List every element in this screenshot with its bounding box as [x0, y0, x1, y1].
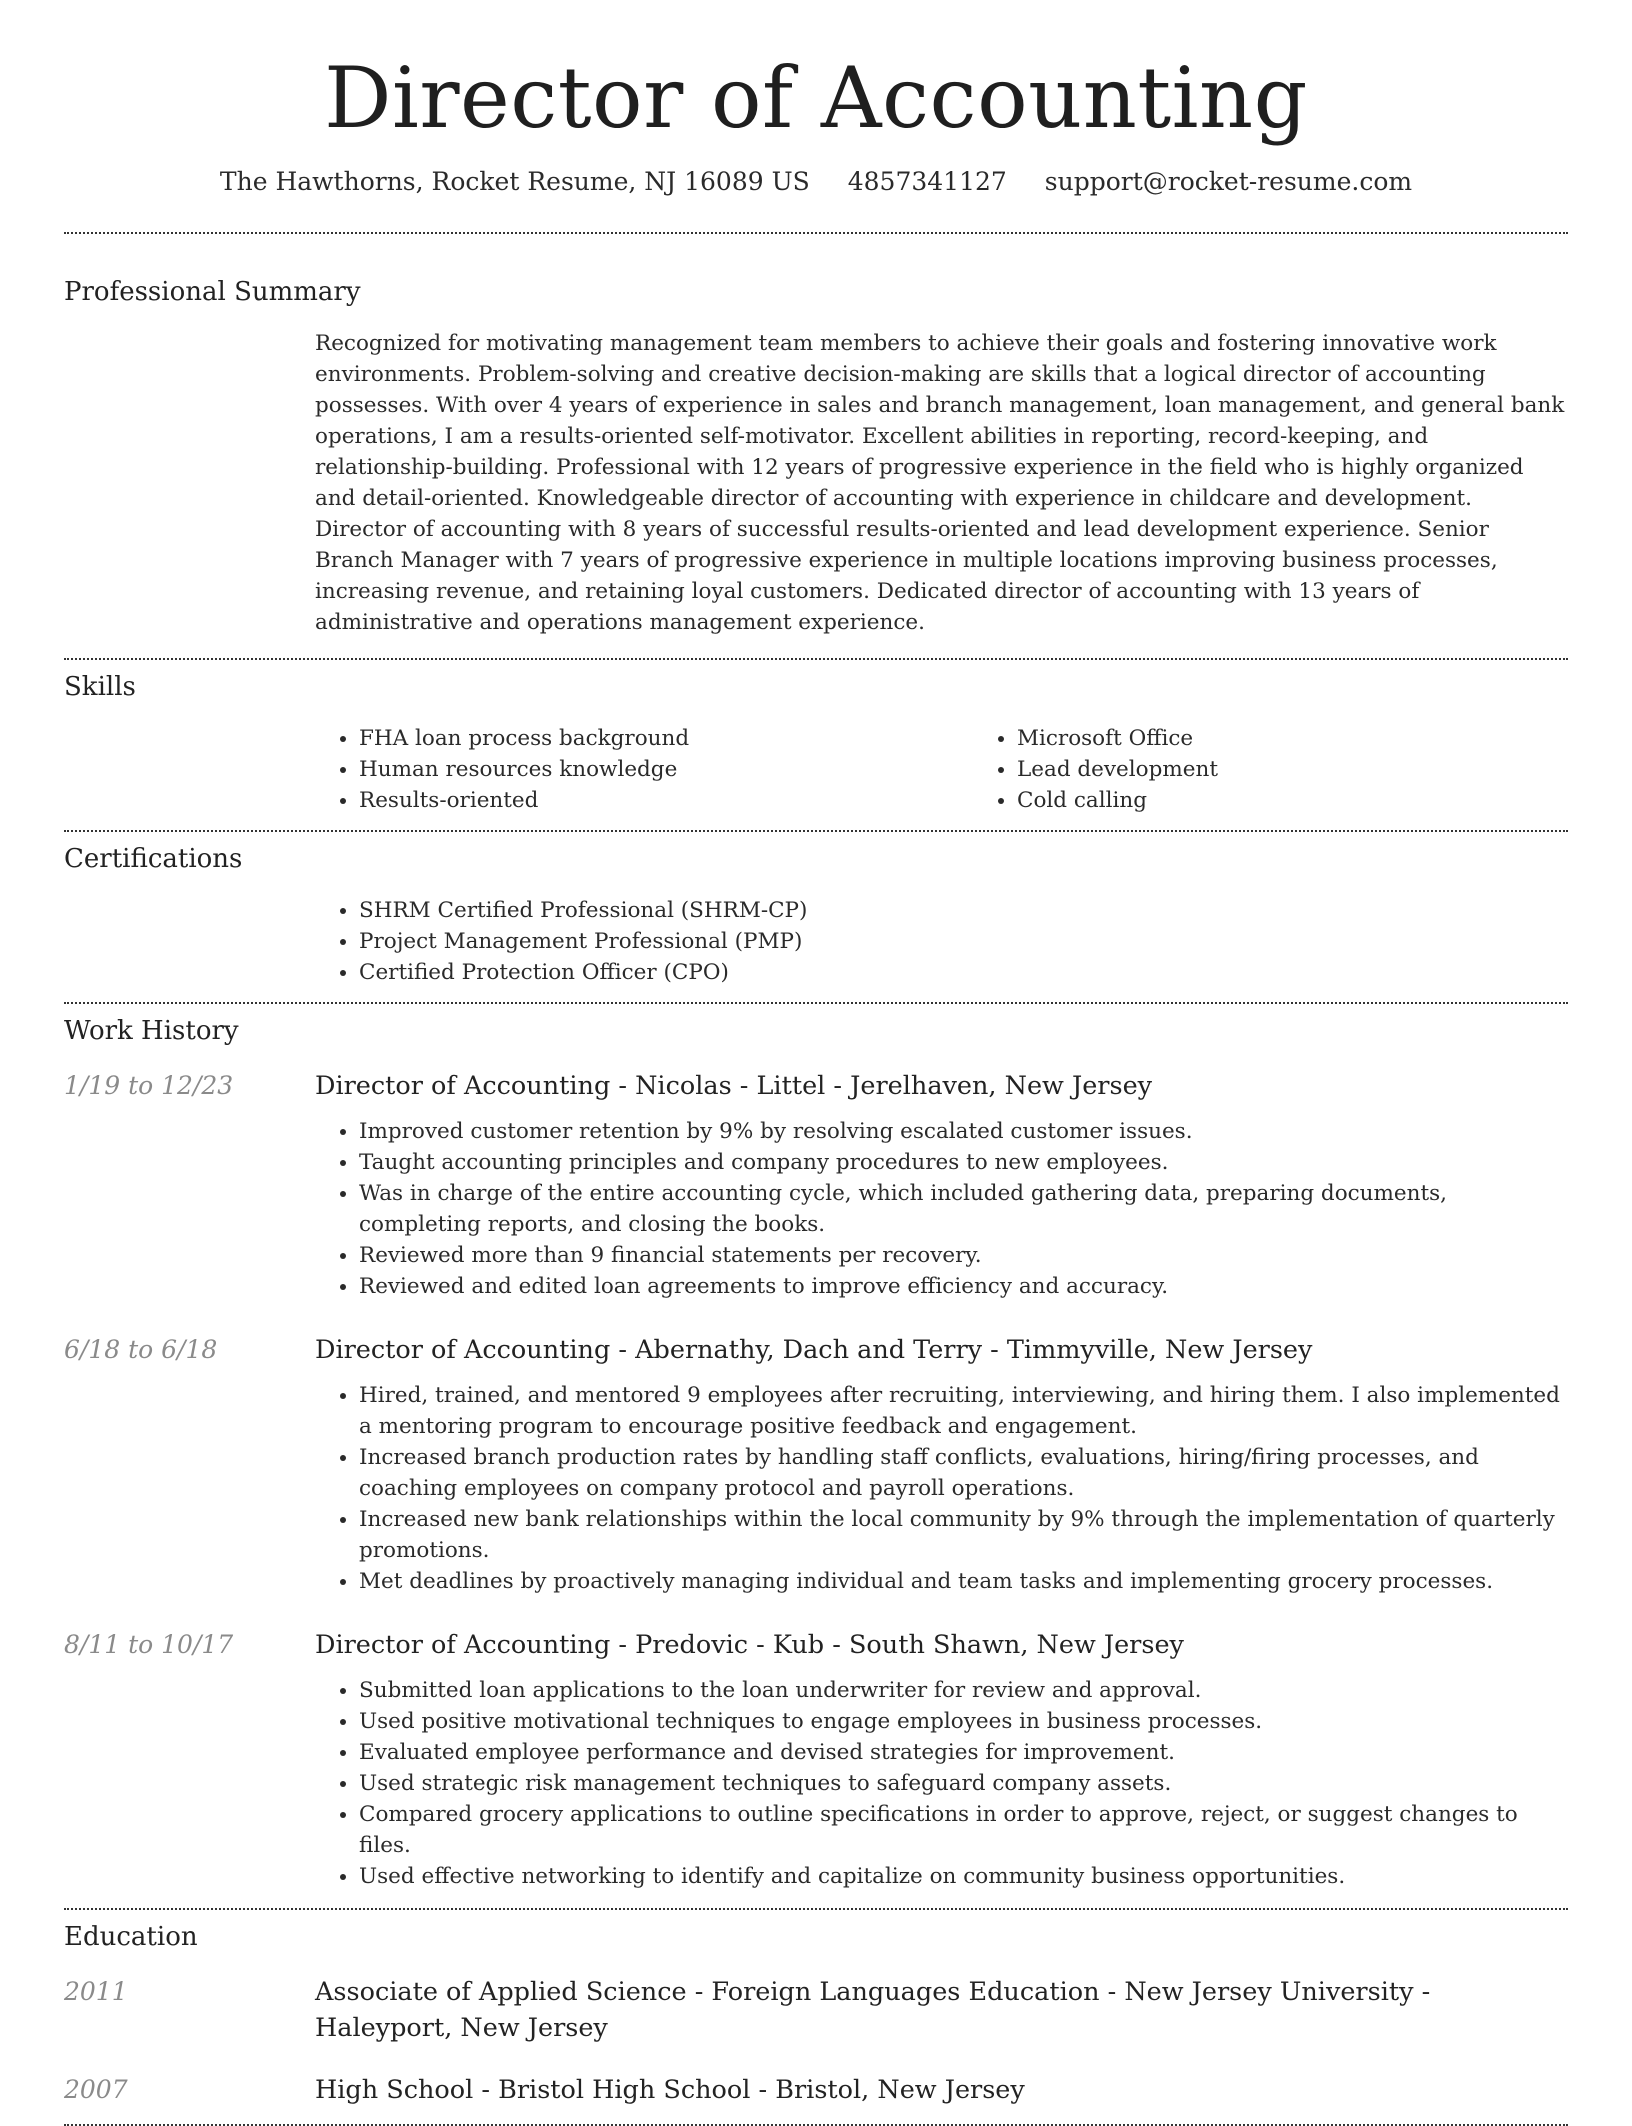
list-item: • Microsoft Office: [1017, 723, 1631, 754]
education-degree: Associate of Applied Science: [315, 1976, 687, 2007]
list-item: • Met deadlines by proactively managing individual and team tasks and implementing grocery processes.: [359, 1566, 1568, 1597]
list-item: • Hired, trained, and mentored 9 employees after recruiting, interviewing, and hiring them. I also implemented a mentoring program to encourage positive feedback and engagement.: [359, 1380, 1568, 1442]
list-item: • Increased new bank relationships within the local community by 9% through the implementation of quarterly promotions.: [359, 1504, 1568, 1566]
job-position: Director of Accounting: [315, 1334, 611, 1365]
job-entry: [64, 1068, 1568, 1302]
job-position: Director of Accounting: [315, 1629, 611, 1660]
list-item: • Project Management Professional (PMP): [359, 926, 1568, 957]
certifications-list: [64, 895, 1568, 988]
list-item: • Reviewed and edited loan agreements to improve efficiency and accuracy.: [359, 1271, 1568, 1302]
education-field: - Foreign Languages Education: [686, 1976, 1100, 2007]
divider: [64, 658, 1568, 660]
job-employer: - Nicolas - Littel - Jerelhaven, New Jersey: [610, 1070, 1153, 1101]
education-year: 2007: [64, 2074, 128, 2104]
list-item: • Lead development: [1017, 754, 1631, 785]
job-date: 1/19 to 12/23: [64, 1070, 234, 1100]
job-employer: - Predovic - Kub - South Shawn, New Jersey: [610, 1629, 1184, 1660]
section-title-skills: Skills: [64, 671, 136, 702]
list-item: • Certified Protection Officer (CPO): [359, 957, 1568, 988]
education-title: [315, 2072, 1568, 2108]
list-item: • FHA loan process background: [359, 723, 973, 754]
divider: [64, 1908, 1568, 1910]
job-title: [315, 1332, 1568, 1368]
job-bullets: [315, 1380, 1568, 1597]
section-title-education: Education: [64, 1921, 198, 1952]
list-item: • Increased branch production rates by handling staff conflicts, evaluations, hiring/firing processes, and coaching employees on company protocol and payroll operations.: [359, 1442, 1568, 1504]
job-bullets: [315, 1675, 1568, 1892]
summary-text: Recognized for motivating management team members to achieve their goals and fostering innovative work environments. Problem-solving and creative decision-making are skills that a logical director of accounting possesses. With over 4 years of experience in sales and branch management, loan management, and general bank operations, I am a results-oriented self-motivator. Excellent abilities in reporting, record-keeping, and relationship-building. Professional with 12 years of progressive experience in the field who is highly organized and detail-oriented. Knowledgeable director of accounting with experience in childcare and development. Director of accounting with 8 years of successful results-oriented and lead development experience. Senior Branch Manager with 7 years of progressive experience in multiple locations improving business processes, increasing revenue, and retaining loyal customers. Dedicated director of accounting with 13 years of administrative and operations management experience.: [315, 330, 1565, 635]
list-item: • Was in charge of the entire accounting cycle, which included gathering data, preparing documents, completing reports, and closing the books.: [359, 1178, 1568, 1240]
list-item: • Used strategic risk management techniques to safeguard company assets.: [359, 1768, 1568, 1799]
skills-column-left: [315, 723, 973, 816]
list-item: • Human resources knowledge: [359, 754, 973, 785]
list-item: • Results-oriented: [359, 785, 973, 816]
list-item: • Taught accounting principles and company procedures to new employees.: [359, 1147, 1568, 1178]
job-employer: - Abernathy, Dach and Terry - Timmyville, New Jersey: [610, 1334, 1313, 1365]
list-item: • Reviewed more than 9 financial statements per recovery.: [359, 1240, 1568, 1271]
education-title: [315, 1974, 1568, 2046]
education-school: - New Jersey University - Haleyport, New Jersey: [315, 1976, 1431, 2043]
job-entry: [64, 1332, 1568, 1597]
job-bullets: [315, 1116, 1568, 1302]
list-item: • Used positive motivational techniques to engage employees in business processes.: [359, 1706, 1568, 1737]
education-entry: [64, 2072, 1568, 2108]
job-title: [315, 1068, 1568, 1104]
skills-column-right: [973, 723, 1631, 816]
contact-address: The Hawthorns, Rocket Resume, NJ 16089 US: [219, 166, 810, 196]
education-degree: High School: [315, 2074, 474, 2105]
contact-email: support@rocket-resume.com: [1044, 166, 1413, 196]
divider: [64, 830, 1568, 832]
contact-line: [64, 167, 1568, 196]
resume-name: Director of Accounting: [324, 49, 1308, 147]
job-date: 8/11 to 10/17: [64, 1629, 234, 1659]
list-item: • Evaluated employee performance and devised strategies for improvement.: [359, 1737, 1568, 1768]
section-title-work-history: Work History: [64, 1015, 239, 1046]
list-item: • SHRM Certified Professional (SHRM-CP): [359, 895, 1568, 926]
job-position: Director of Accounting: [315, 1070, 611, 1101]
list-item: • Used effective networking to identify and capitalize on community business opportunities.: [359, 1861, 1568, 1892]
divider: [64, 1002, 1568, 1004]
job-title: [315, 1627, 1568, 1663]
education-school: - Bristol High School - Bristol, New Jersey: [473, 2074, 1025, 2105]
contact-phone: 4857341127: [847, 166, 1007, 196]
job-entry: [64, 1627, 1568, 1892]
list-item: • Cold calling: [1017, 785, 1631, 816]
divider: [64, 2124, 1568, 2126]
section-title-certifications: Certifications: [64, 843, 243, 874]
list-item: • Compared grocery applications to outline specifications in order to approve, reject, or suggest changes to files.: [359, 1799, 1568, 1861]
education-entry: [64, 1974, 1568, 2046]
skills-list: [64, 723, 1568, 816]
list-item: • Submitted loan applications to the loan underwriter for review and approval.: [359, 1675, 1568, 1706]
divider: [64, 232, 1568, 234]
list-item: • Improved customer retention by 9% by resolving escalated customer issues.: [359, 1116, 1568, 1147]
job-date: 6/18 to 6/18: [64, 1334, 218, 1364]
section-title-summary: Professional Summary: [64, 276, 361, 307]
education-year: 2011: [64, 1976, 128, 2006]
